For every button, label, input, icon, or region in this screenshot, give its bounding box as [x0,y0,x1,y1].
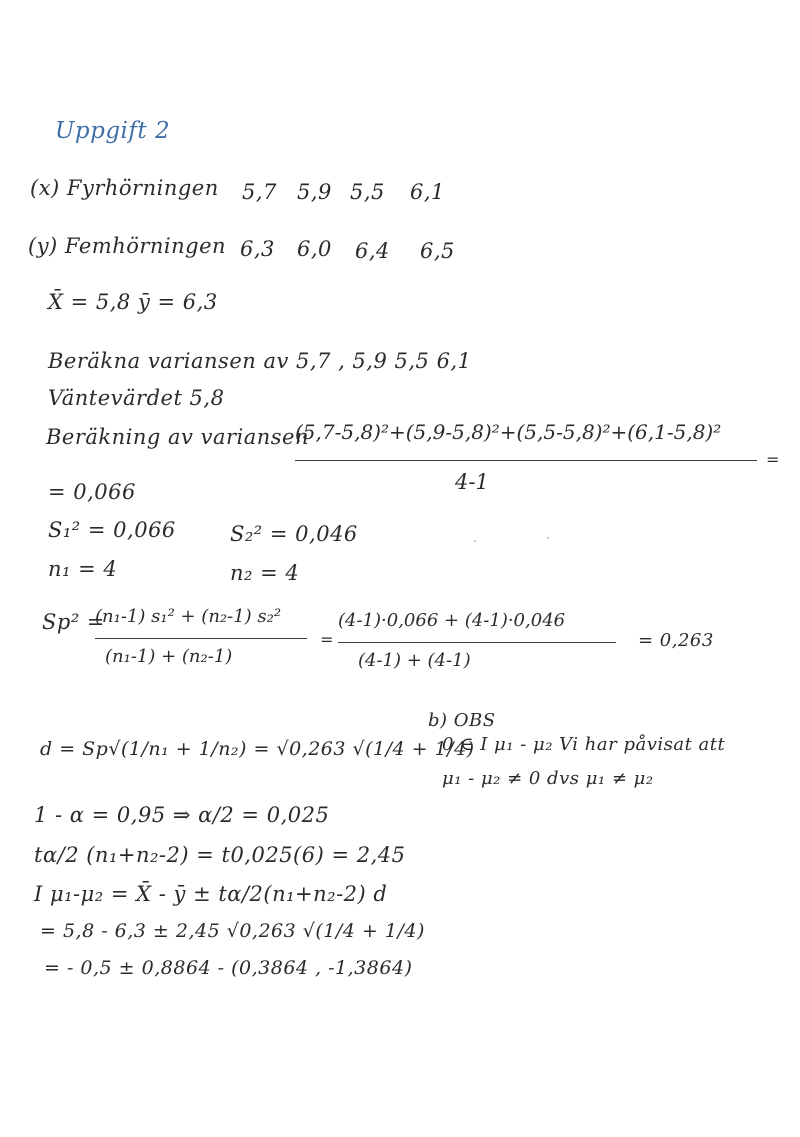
ci-line-2: tα/2 (n₁+n₂-2) = t0,025(6) = 2,45 [34,843,406,867]
y-value-1: 6,3 [240,237,275,261]
ci-line-5: = - 0,5 ± 0,8864 - (0,3864 , -1,3864) [44,957,413,979]
obs-line-1: b) OBS [428,710,496,731]
obs-line-2: 0 ∈ I μ₁ - μ₂ Vi har påvisat att [442,734,726,755]
pooled-result: = 0,263 [638,630,714,651]
pooled-lhs: Sp² = [42,610,106,634]
y-value-3: 6,4 [355,239,390,263]
y-value-2: 6,0 [297,237,332,261]
fraction-bar [95,638,307,639]
d-formula: d = Sp√(1/n₁ + 1/n₂) = √0,263 √(1/4 + 1/4) [40,738,475,760]
variance-result: = 0,066 [48,480,136,504]
y-row-label: (y) Femhörningen [28,234,227,258]
x-value-2: 5,9 [297,180,332,204]
variance-fraction [295,420,760,500]
pooled-eq: = [320,630,334,649]
compute-variance-label: Beräkna variansen av 5,7 , 5,9 5,5 6,1 [48,349,472,373]
pen-dot [474,540,476,542]
fraction-bar [338,642,616,643]
s1-squared: S₁² = 0,066 [48,518,176,542]
variance-numerator: (5,7-5,8)²+(5,9-5,8)²+(5,5-5,8)²+(6,1-5,8)² [295,420,722,444]
variance-calc-label: Beräkning av variansen [46,425,309,449]
pooled-fraction-2 [338,608,628,680]
pen-dot [547,537,549,539]
expected-value-label: Väntevärdet 5,8 [48,386,225,410]
page-title: Uppgift 2 [55,118,171,144]
obs-line-3: μ₁ - μ₂ ≠ 0 dvs μ₁ ≠ μ₂ [442,768,654,789]
ci-line-1: 1 - α = 0,95 ⇒ α/2 = 0,025 [34,803,330,827]
x-value-1: 5,7 [242,180,277,204]
means-line: X̄ = 5,8 ȳ = 6,3 [48,290,218,314]
n2: n₂ = 4 [230,561,300,585]
variance-equals: = [766,450,780,469]
pooled-num-1: (n₁-1) s₁² + (n₂-1) s₂² [95,606,282,627]
x-row-label: (x) Fyrhörningen [30,176,219,200]
ci-line-4: = 5,8 - 6,3 ± 2,45 √0,263 √(1/4 + 1/4) [40,920,425,942]
pooled-num-2: (4-1)·0,066 + (4-1)·0,046 [338,610,566,631]
x-value-4: 6,1 [410,180,445,204]
ci-line-3: I μ₁-μ₂ = X̄ - ȳ ± tα/2(n₁+n₂-2) d [34,882,388,906]
variance-denominator: 4-1 [455,470,489,494]
y-value-4: 6,5 [420,239,455,263]
s2-squared: S₂² = 0,046 [230,522,358,546]
x-value-3: 5,5 [350,180,385,204]
pooled-den-2: (4-1) + (4-1) [358,650,471,671]
n1: n₁ = 4 [48,557,118,581]
fraction-bar [295,460,757,461]
pooled-fraction-1 [95,604,310,676]
pooled-den-1: (n₁-1) + (n₂-1) [105,646,233,667]
